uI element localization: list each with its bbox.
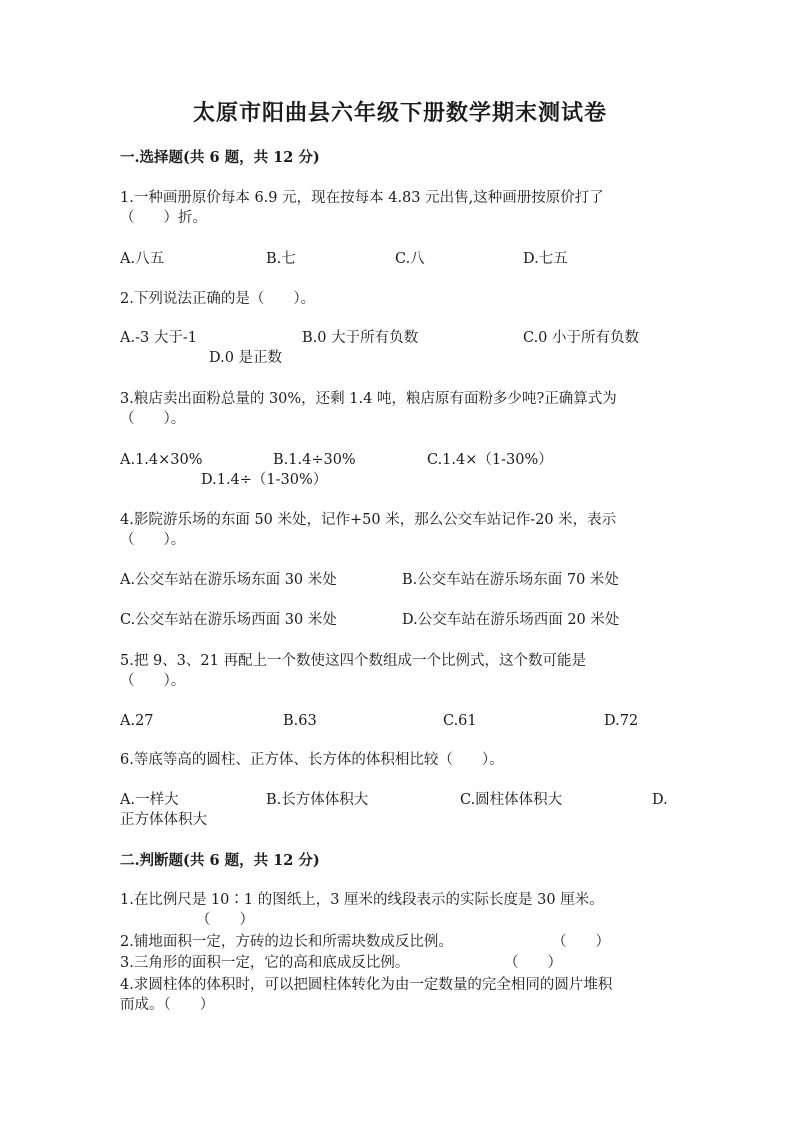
question-3-option-c: C.1.4×（1-30%）	[427, 452, 553, 468]
question-3-text: 3.粮店卖出面粉总量的 30%，还剩 1.4 吨，粮店原有面粉多少吨?正确算式为	[120, 391, 617, 407]
judgement-2-paren: （ ）	[552, 934, 610, 950]
question-6-option-c: C.圆柱体体积大	[460, 792, 563, 808]
question-5-option-c: C.61	[443, 713, 477, 729]
question-4-option-d: D.公交车站在游乐场西面 20 米处	[402, 612, 620, 628]
judgement-2-text: 2.铺地面积一定，方砖的边长和所需块数成反比例。	[120, 934, 453, 950]
question-4-text: 4.影院游乐场的东面 50 米处，记作+50 米，那么公交车站记作-20 米，表示	[120, 512, 617, 528]
question-5-option-b: B.63	[283, 713, 317, 729]
section-heading-judgement: 二.判断题(共 6 题，共 12 分)	[120, 852, 320, 869]
judgement-3-paren: （ ）	[504, 955, 562, 971]
question-1-option-b: B.七	[266, 251, 296, 267]
question-5-text: 5.把 9、3、21 再配上一个数使这四个数组成一个比例式，这个数可能是	[120, 653, 586, 669]
question-6-option-b: B.长方体体积大	[266, 792, 369, 808]
judgement-3-text: 3.三角形的面积一定，它的高和底成反比例。	[120, 955, 410, 971]
question-5-option-d: D.72	[604, 713, 639, 729]
question-4-text-cont: （ ）。	[120, 532, 186, 548]
question-3-option-a: A.1.4×30%	[120, 452, 203, 468]
question-1-option-d: D.七五	[523, 251, 568, 267]
question-1-text: 1.一种画册原价每本 6.9 元，现在按每本 4.83 元出售,这种画册按原价打了	[120, 190, 604, 206]
section-heading-choice: 一.选择题(共 6 题，共 12 分)	[120, 149, 320, 166]
question-4-option-b: B.公交车站在游乐场东面 70 米处	[402, 572, 619, 588]
question-5-text-cont: （ ）。	[120, 673, 186, 689]
question-1-text-cont: （ ）折。	[120, 210, 207, 226]
question-2-option-b: B.0 大于所有负数	[302, 330, 419, 346]
question-3-option-d: D.1.4÷（1-30%）	[201, 472, 328, 488]
judgement-1-paren: （ ）	[196, 912, 254, 928]
question-2-text: 2.下列说法正确的是（ ）。	[120, 291, 316, 307]
question-2-option-d: D.0 是正数	[209, 350, 283, 366]
question-1-option-a: A.八五	[120, 251, 165, 267]
question-4-option-c: C.公交车站在游乐场西面 30 米处	[120, 612, 337, 628]
question-3-text-cont: （ ）。	[120, 411, 186, 427]
question-3-option-b: B.1.4÷30%	[273, 452, 356, 468]
question-1-option-c: C.八	[395, 251, 425, 267]
judgement-1-text: 1.在比例尺是 10∶1 的图纸上，3 厘米的线段表示的实际长度是 30 厘米。	[120, 892, 604, 908]
judgement-4-text-cont: 而成。（ ）	[120, 997, 215, 1013]
question-6-option-d-cont: 正方体体积大	[120, 812, 207, 828]
judgement-4-text: 4.求圆柱体的体积时，可以把圆柱体转化为由一定数量的完全相同的圆片堆积	[120, 977, 613, 993]
question-2-option-c: C.0 小于所有负数	[523, 330, 640, 346]
question-6-text: 6.等底等高的圆柱、正方体、长方体的体积相比较（ ）。	[120, 752, 504, 768]
question-5-option-a: A.27	[120, 713, 154, 729]
page-title: 太原市阳曲县六年级下册数学期末测试卷	[192, 100, 607, 126]
question-6-option-a: A.一样大	[120, 792, 179, 808]
question-4-option-a: A.公交车站在游乐场东面 30 米处	[120, 572, 337, 588]
question-6-option-d: D.	[652, 792, 668, 808]
question-2-option-a: A.-3 大于-1	[120, 330, 197, 346]
